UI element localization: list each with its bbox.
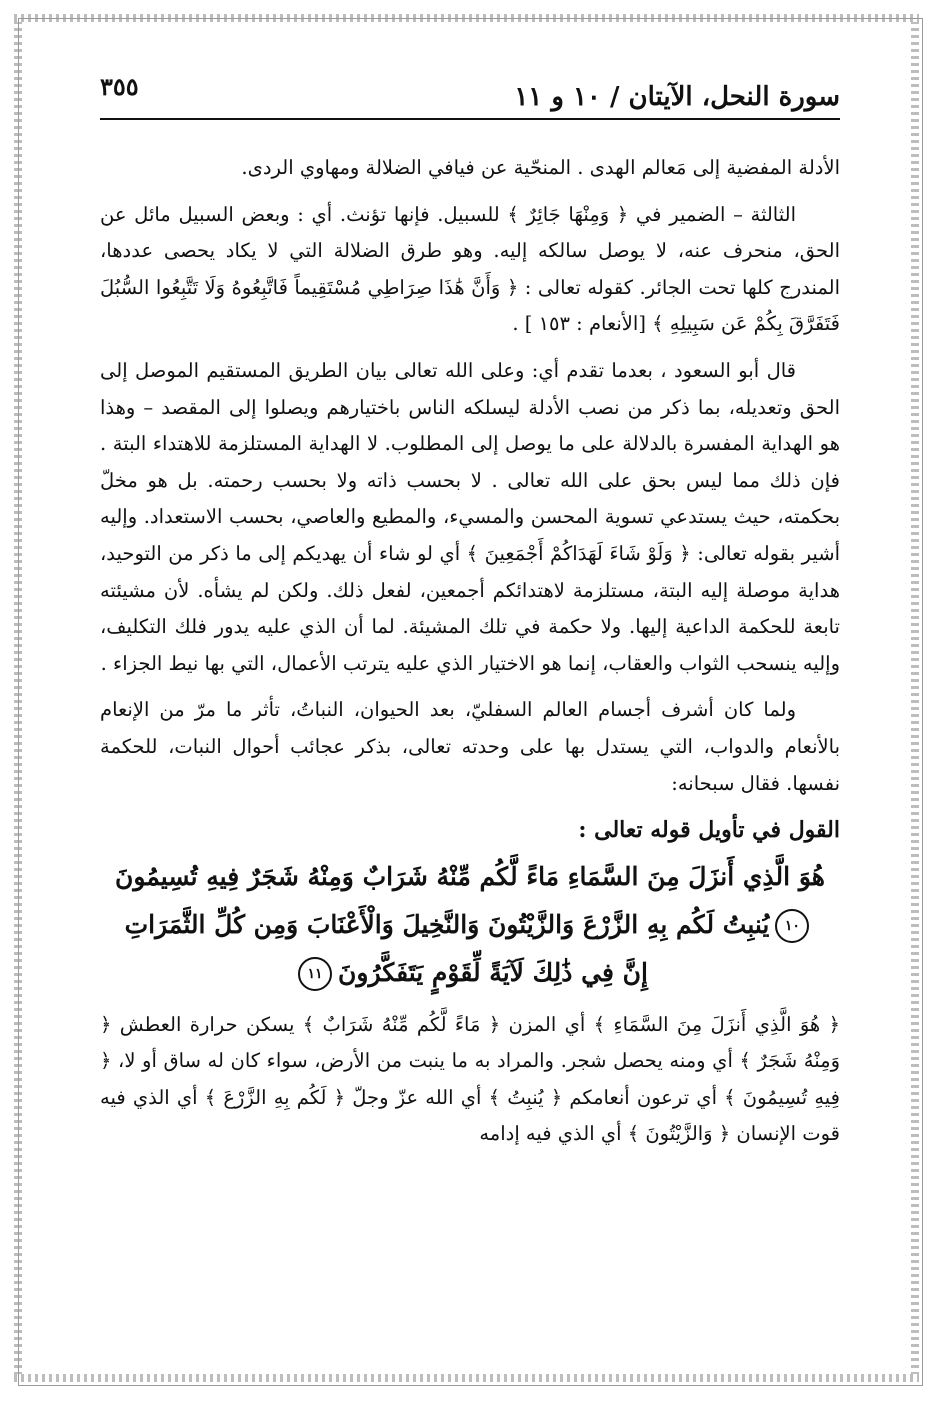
paragraph-third-point: الثالثة – الضمير في ﴿ وَمِنْهَا جَائِرٌ ﴾ للسبيل. فإنها تؤنث. أي : وبعض السبيل مائل عن الحق، منحرف عنه، لا يوصل سالكه إليه. وهو طرق الضلالة التي لا يكاد يحصى عددها، المندرج كلها تحت الجائر. كقوله تعالى : ﴿ وَأَنَّ هَٰذَا صِرَاطِي مُسْتَقِيماً فَاتَّبِعُوهُ وَلَا تَتَّبِعُوا السُّبُلَ فَتَفَرَّقَ بِكُمْ عَن سَبِيلِهِ ﴾ [الأنعام : ١٥٣ ] . (100, 202, 840, 336)
paragraph-plants-intro: ولما كان أشرف أجسام العالم السفليّ، بعد الحيوان، النباتُ، تأثر ما مرّ من الإنعام بالأنعام والدواب، التي يستدل بها على وحدته تعالى، بذكر عجائب أحوال النبات، للحكمة نفسها. فقال سبحانه: (100, 698, 840, 795)
verse-line (100, 949, 840, 997)
ayah-number-marker: ١١ (298, 957, 332, 991)
section-heading: القول في تأويل قوله تعالى : (578, 817, 840, 844)
verse-line (100, 901, 840, 949)
quran-verse-block (100, 853, 840, 997)
ayah-number-marker: ١٠ (775, 909, 809, 943)
page-number: ٣٥٥ (100, 72, 139, 101)
paragraph-commentary: ﴿ هُوَ الَّذِي أَنزَلَ مِنَ السَّمَاءِ ﴾ أي المزن ﴿ مَاءً لَّكُم مِّنْهُ شَرَابٌ ﴾ يسكن حرارة العطش ﴿ وَمِنْهُ شَجَرٌ ﴾ أي ومنه يحصل شجر. والمراد به ما ينبت من الأرض، سواء كان له ساق أو لا، ﴿ فِيهِ تُسِيمُونَ ﴾ أي ترعون أنعامكم ﴿ يُنبِتُ ﴾ أي الله عزّ وجلّ ﴿ لَكُم بِهِ الزَّرْعَ ﴾ أي الذي فيه قوت الإنسان ﴿ وَالزَّيْتُونَ ﴾ أي الذي فيه إدامه (100, 1012, 841, 1146)
page-body (100, 150, 840, 1163)
paragraph-abu-saud: قال أبو السعود ، بعدما تقدم أي: وعلى الله تعالى بيان الطريق المستقيم الموصل إلى الحق وتعديله، بما ذكر من نصب الأدلة ليسلكه الناس باختيارهم ويصلوا إلى المقصد – وهذا هو الهداية المفسرة بالدلالة على ما يوصل إلى المطلوب. لا الهداية المستلزمة للاهتداء البتة . فإن ذلك مما ليس بحق على الله تعالى . لا بحسب ذاته ولا بحسب رحمته. بل هو مخلّ بحكمته، حيث يستدعي تسوية المحسن والمسيء، والمطيع والعاصي، بحسب الاستعداد. وإليه أشير بقوله تعالى: ﴿ وَلَوْ شَاءَ لَهَدَاكُمْ أَجْمَعِينَ ﴾ أي لو شاء أن يهديكم إلى ما ذكر من التوحيد، هداية موصلة إليه البتة، مستلزمة لاهتدائكم أجمعين، لفعل ذلك. ولكن لم يشأه. لأن مشيئته تابعة للحكمة الداعية إليها. ولا حكمة في تلك المشيئة. لما أن الذي عليه يدور فلك التكليف، وإليه ينسحب الثواب والعقاب، إنما هو الاختيار الذي عليه يترتب الأعمال، التي بها نيط الجزاء . (100, 358, 840, 675)
verse-line-3: إِنَّ فِي ذَٰلِكَ لَآيَةً لِّقَوْمٍ يَتَفَكَّرُونَ (338, 957, 648, 987)
page-header (100, 68, 840, 118)
verse-line-2: يُنبِتُ لَكُم بِهِ الزَّرْعَ وَالزَّيْتُونَ وَالنَّخِيلَ وَالْأَعْنَابَ وَمِن كُلِّ الثَّمَرَاتِ (124, 909, 770, 939)
verse-line-1: هُوَ الَّذِي أَنزَلَ مِنَ السَّمَاءِ مَاءً لَّكُم مِّنْهُ شَرَابٌ وَمِنْهُ شَجَرٌ فِيهِ تُسِيمُونَ (115, 861, 825, 891)
header-rule (100, 118, 840, 120)
running-title: سورة النحل، الآيتان / ١٠ و ١١ (514, 82, 840, 112)
verse-line (100, 853, 840, 901)
paragraph-continuation: الأدلة المفضية إلى مَعالم الهدى . المنحّية عن فيافي الضلالة ومهاوي الردى. (241, 156, 840, 179)
